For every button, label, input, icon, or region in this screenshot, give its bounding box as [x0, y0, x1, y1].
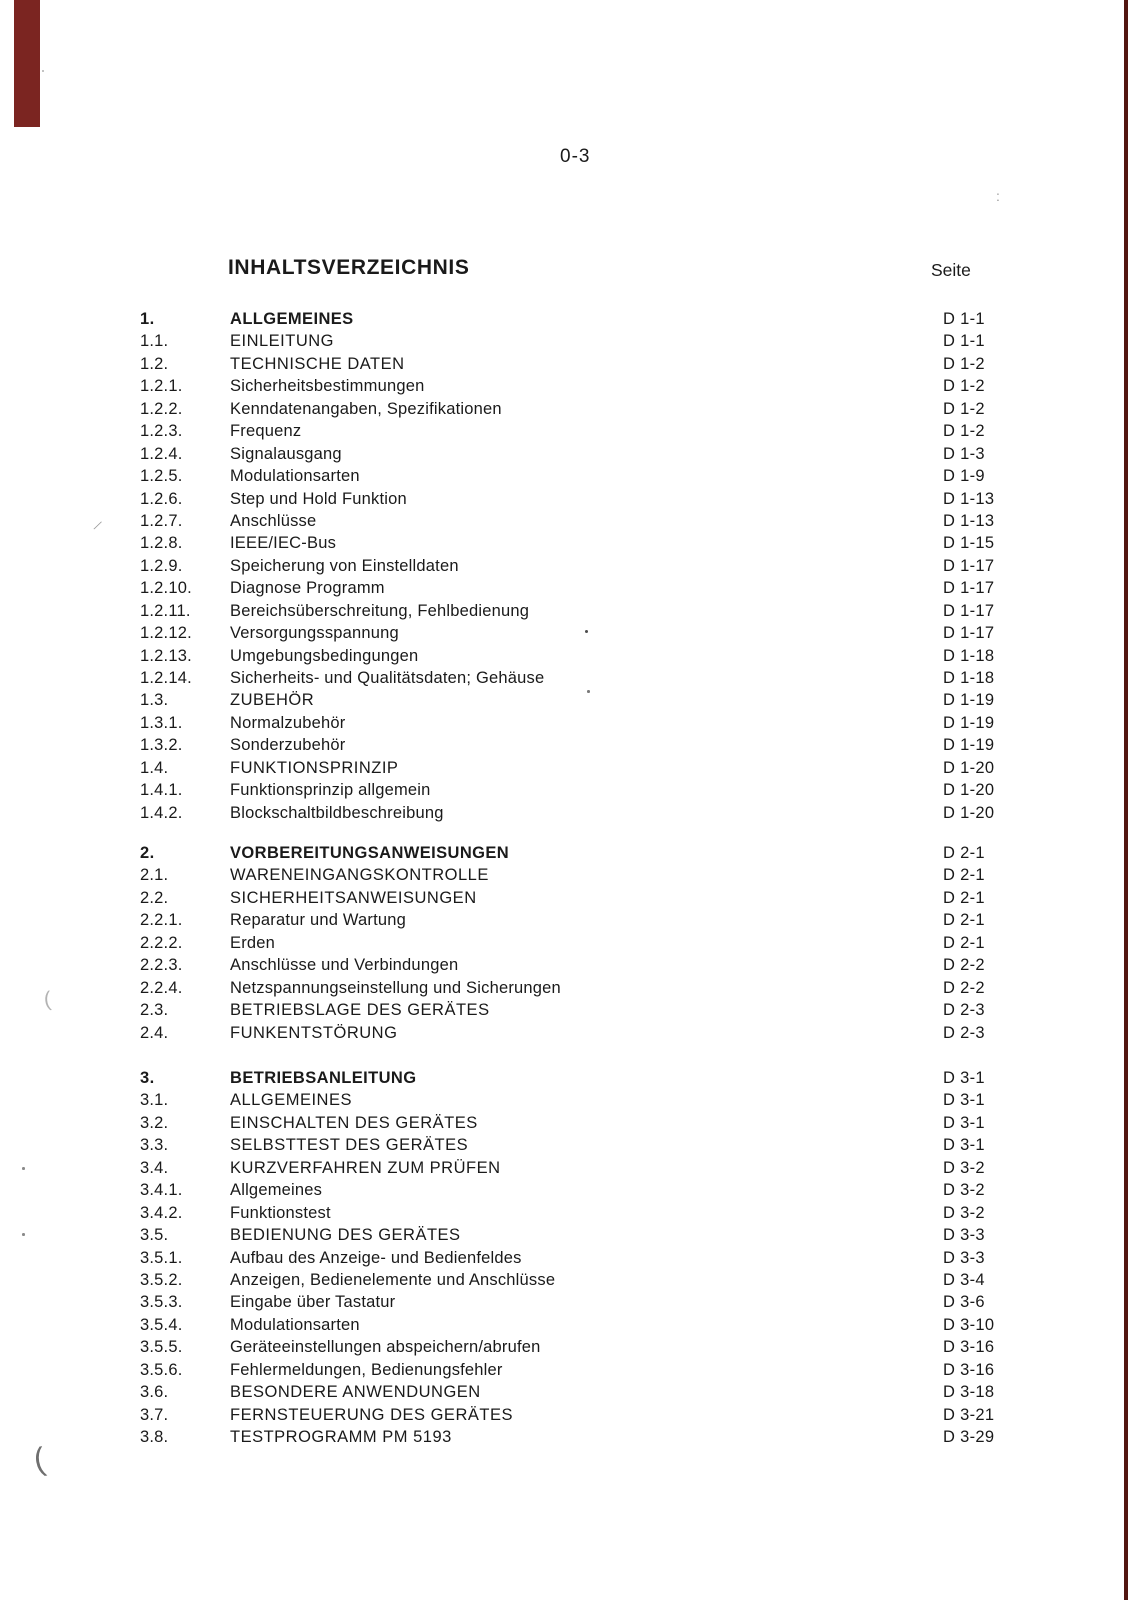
- page-reference: D 3-4: [943, 1270, 985, 1289]
- page-reference: D 1-19: [943, 713, 995, 732]
- page-reference: D 3-21: [943, 1405, 995, 1424]
- page-reference: D 1-17: [943, 624, 995, 643]
- toc-row: [0, 577, 1132, 599]
- section-title: Versorgungsspannung: [230, 624, 399, 643]
- section-title: TECHNISCHE DATEN: [230, 354, 405, 373]
- toc-row: [0, 622, 1132, 644]
- toc-row: [0, 909, 1132, 931]
- section-title: Normalzubehör: [230, 713, 346, 732]
- section-title: SELBSTTEST DES GERÄTES: [230, 1136, 469, 1155]
- scan-slash-mark: ⁄: [95, 517, 101, 534]
- page-reference: D 3-1: [943, 1113, 985, 1132]
- section-number: 2.4.: [140, 1023, 169, 1042]
- page-reference: D 1-1: [943, 310, 985, 328]
- section-title: FUNKTIONSPRINZIP: [230, 758, 399, 777]
- section-number: 2.1.: [140, 866, 169, 885]
- section-number: 3.6.: [140, 1383, 169, 1402]
- page-reference: D 1-20: [943, 758, 995, 777]
- section-number: 3.5.4.: [140, 1315, 183, 1334]
- section-title: FERNSTEUERUNG DES GERÄTES: [230, 1405, 513, 1424]
- section-title: Geräteeinstellungen abspeichern/abrufen: [230, 1338, 541, 1357]
- section-title: Sonderzubehör: [230, 736, 346, 755]
- section-number: 3.5.5.: [140, 1338, 183, 1357]
- toc-row: [0, 330, 1132, 352]
- section-number: 1.2.9.: [140, 556, 183, 575]
- page-reference: D 2-3: [943, 1001, 985, 1020]
- section-title: Modulationsarten: [230, 1315, 360, 1334]
- section-number: 1.2.8.: [140, 534, 183, 553]
- section-number: 1.2.13.: [140, 646, 192, 665]
- pen-mark-paren-big: (: [30, 1440, 48, 1478]
- page-reference: D 3-18: [943, 1383, 995, 1402]
- margin-dot: [22, 1167, 25, 1170]
- page-reference: D 1-20: [943, 781, 995, 800]
- page-reference: D 1-20: [943, 803, 995, 822]
- toc-row: [0, 510, 1132, 532]
- section-title: WARENEINGANGSKONTROLLE: [230, 866, 489, 885]
- page-reference: D 1-13: [943, 489, 995, 508]
- toc-row: [0, 712, 1132, 734]
- toc-row: [0, 308, 1132, 330]
- page-reference: D 1-15: [943, 534, 995, 553]
- toc-row: [0, 757, 1132, 779]
- page-reference: D 1-2: [943, 399, 985, 418]
- section-title: BETRIEBSANLEITUNG: [230, 1069, 417, 1087]
- toc-row: [0, 1269, 1132, 1291]
- section-title: ALLGEMEINES: [230, 310, 354, 328]
- scan-dot: [587, 690, 590, 693]
- page-reference: D 3-1: [943, 1069, 985, 1087]
- page-reference: D 3-16: [943, 1338, 995, 1357]
- section-number: 3.1.: [140, 1091, 169, 1110]
- section-number: 2.2.3.: [140, 956, 183, 975]
- section-title: Modulationsarten: [230, 467, 360, 486]
- section-number: 3.5.6.: [140, 1360, 183, 1379]
- toc-row: [0, 842, 1132, 864]
- page-reference: D 1-18: [943, 669, 995, 687]
- page-number: 0-3: [560, 146, 591, 167]
- section-number: 1.2.: [140, 354, 169, 373]
- toc-row: [0, 1202, 1132, 1224]
- section-number: 2.: [140, 844, 155, 862]
- page-reference: D 3-16: [943, 1360, 995, 1379]
- toc-row: [0, 1336, 1132, 1358]
- page-reference: D 3-3: [943, 1226, 985, 1245]
- section-title: Bereichsüberschreitung, Fehlbedienung: [230, 601, 530, 620]
- section-number: 3.5.1.: [140, 1248, 183, 1267]
- section-title: VORBEREITUNGSANWEISUNGEN: [230, 844, 510, 862]
- margin-dot: [22, 1233, 25, 1236]
- page-reference: D 3-2: [943, 1158, 985, 1177]
- section-title: TESTPROGRAMM PM 5193: [230, 1428, 452, 1446]
- section-title: Allgemeines: [230, 1181, 323, 1200]
- page-reference: D 3-29: [943, 1428, 995, 1446]
- section-number: 1.2.2.: [140, 399, 183, 418]
- toc-row: [0, 398, 1132, 420]
- section-number: 3.3.: [140, 1136, 169, 1155]
- toc-title: INHALTSVERZEICHNIS: [228, 256, 470, 279]
- section-title: Eingabe über Tastatur: [230, 1293, 396, 1312]
- section-title: Umgebungsbedingungen: [230, 646, 419, 665]
- section-number: 3.5.: [140, 1226, 169, 1245]
- toc-section-3: [0, 1067, 1132, 1448]
- section-number: 1.2.7.: [140, 511, 183, 530]
- section-number: 3.4.: [140, 1158, 169, 1177]
- toc-row: [0, 977, 1132, 999]
- section-title: Funktionsprinzip allgemein: [230, 781, 431, 800]
- toc-row: [0, 734, 1132, 756]
- toc-row: [0, 420, 1132, 442]
- section-number: 2.2.: [140, 888, 169, 907]
- page-reference: D 3-10: [943, 1315, 995, 1334]
- toc-row: [0, 1067, 1132, 1089]
- scan-dot: [585, 630, 588, 633]
- section-title: Blockschaltbildbeschreibung: [230, 803, 444, 822]
- section-number: 1.2.11.: [140, 601, 191, 620]
- section-title: ZUBEHÖR: [230, 691, 315, 710]
- section-number: 1.4.1.: [140, 781, 183, 800]
- pen-mark-paren-small: (: [42, 987, 53, 1012]
- toc-row: [0, 1022, 1132, 1044]
- toc-row: [0, 887, 1132, 909]
- section-number: 2.3.: [140, 1001, 169, 1020]
- section-number: 3.7.: [140, 1405, 169, 1424]
- section-title: Sicherheitsbestimmungen: [230, 377, 425, 396]
- section-number: 1.2.6.: [140, 489, 183, 508]
- page-reference: D 1-17: [943, 601, 995, 620]
- page-reference: D 3-1: [943, 1091, 985, 1110]
- section-number: 1.2.12.: [140, 624, 192, 643]
- section-title: Aufbau des Anzeige- und Bedienfeldes: [230, 1248, 522, 1267]
- section-title: Signalausgang: [230, 444, 342, 463]
- section-number: 1.3.2.: [140, 736, 183, 755]
- section-number: 3.4.2.: [140, 1203, 183, 1222]
- section-title: FUNKENTSTÖRUNG: [230, 1023, 398, 1042]
- toc-row: [0, 600, 1132, 622]
- page-reference: D 1-17: [943, 556, 995, 575]
- section-number: 1.4.2.: [140, 803, 183, 822]
- section-title: Fehlermeldungen, Bedienungsfehler: [230, 1360, 503, 1379]
- section-title: BESONDERE ANWENDUNGEN: [230, 1383, 481, 1402]
- toc-row: [0, 645, 1132, 667]
- toc-row: [0, 1224, 1132, 1246]
- section-number: 3.2.: [140, 1113, 169, 1132]
- section-number: 1.1.: [140, 332, 169, 351]
- toc-row: [0, 779, 1132, 801]
- section-title: Anschlüsse: [230, 511, 317, 530]
- toc-section-1: [0, 308, 1132, 824]
- toc-row: [0, 488, 1132, 510]
- toc-row: [0, 1314, 1132, 1336]
- section-number: 3.8.: [140, 1428, 169, 1446]
- toc-row: [0, 375, 1132, 397]
- page-reference: D 2-1: [943, 844, 985, 862]
- page-reference: D 1-2: [943, 377, 985, 396]
- page-reference: D 2-1: [943, 866, 985, 885]
- section-title: Reparatur und Wartung: [230, 911, 407, 930]
- section-number: 3.4.1.: [140, 1181, 183, 1200]
- toc-row: [0, 999, 1132, 1021]
- section-title: Frequenz: [230, 422, 302, 441]
- section-number: 1.4.: [140, 758, 169, 777]
- section-title: KURZVERFAHREN ZUM PRÜFEN: [230, 1158, 501, 1177]
- page-reference: D 1-9: [943, 467, 985, 486]
- section-number: 2.2.1.: [140, 911, 183, 930]
- toc-row: [0, 667, 1132, 689]
- toc-row: [0, 1179, 1132, 1201]
- page-reference: D 2-2: [943, 956, 985, 975]
- section-title: Funktionstest: [230, 1203, 331, 1222]
- section-title: Diagnose Programm: [230, 579, 385, 598]
- section-title: Sicherheits- und Qualitätsdaten; Gehäuse: [230, 669, 545, 687]
- toc-row: [0, 1381, 1132, 1403]
- section-number: 3.: [140, 1069, 155, 1087]
- scan-speck: [42, 70, 44, 72]
- section-title: EINLEITUNG: [230, 332, 335, 351]
- page-reference: D 1-19: [943, 691, 995, 710]
- toc-row: [0, 864, 1132, 886]
- page-reference: D 2-1: [943, 911, 985, 930]
- toc-row: [0, 1134, 1132, 1156]
- toc-row: [0, 1089, 1132, 1111]
- toc-row: [0, 954, 1132, 976]
- page-reference: D 1-1: [943, 332, 985, 351]
- toc-row: [0, 555, 1132, 577]
- page-reference: D 3-2: [943, 1203, 985, 1222]
- red-tab-mark: [14, 0, 40, 127]
- section-number: 1.: [140, 310, 155, 328]
- section-number: 1.2.4.: [140, 444, 183, 463]
- section-number: 1.3.1.: [140, 713, 183, 732]
- section-title: ALLGEMEINES: [230, 1091, 352, 1110]
- toc-row: [0, 465, 1132, 487]
- section-title: BEDIENUNG DES GERÄTES: [230, 1226, 461, 1245]
- section-title: Erden: [230, 933, 276, 952]
- section-number: 1.2.3.: [140, 422, 183, 441]
- toc-row: [0, 1157, 1132, 1179]
- page-reference: D 2-1: [943, 888, 985, 907]
- toc-section-2: [0, 842, 1132, 1044]
- scan-colon-mark: :: [996, 188, 1000, 204]
- section-title: Speicherung von Einstelldaten: [230, 556, 459, 575]
- page-reference: D 2-3: [943, 1023, 985, 1042]
- section-title: BETRIEBSLAGE DES GERÄTES: [230, 1001, 490, 1020]
- page-reference: D 3-1: [943, 1136, 985, 1155]
- page-reference: D 3-3: [943, 1248, 985, 1267]
- toc-row: [0, 353, 1132, 375]
- section-number: 2.2.2.: [140, 933, 183, 952]
- toc-row: [0, 1112, 1132, 1134]
- toc-row: [0, 443, 1132, 465]
- page-reference: D 1-13: [943, 511, 995, 530]
- section-title: IEEE/IEC-Bus: [230, 534, 337, 553]
- section-title: Kenndatenangaben, Spezifikationen: [230, 399, 502, 418]
- section-number: 1.2.1.: [140, 377, 183, 396]
- page-reference: D 1-19: [943, 736, 995, 755]
- page-reference: D 1-17: [943, 579, 995, 598]
- toc-row: [0, 1247, 1132, 1269]
- page-reference: D 3-6: [943, 1293, 985, 1312]
- section-title: Step und Hold Funktion: [230, 489, 407, 508]
- section-title: SICHERHEITSANWEISUNGEN: [230, 888, 477, 907]
- toc-row: [0, 1291, 1132, 1313]
- page-column-label: Seite: [931, 260, 971, 280]
- page-reference: D 1-18: [943, 646, 995, 665]
- page-reference: D 2-1: [943, 933, 985, 952]
- toc-row: [0, 689, 1132, 711]
- section-title: Netzspannungseinstellung und Sicherungen: [230, 978, 561, 997]
- section-title: EINSCHALTEN DES GERÄTES: [230, 1113, 478, 1132]
- toc-row: [0, 1426, 1132, 1448]
- page-reference: D 1-3: [943, 444, 985, 463]
- section-number: 1.2.5.: [140, 467, 183, 486]
- toc-row: [0, 1359, 1132, 1381]
- section-number: 3.5.3.: [140, 1293, 183, 1312]
- page-reference: D 3-2: [943, 1181, 985, 1200]
- section-number: 1.3.: [140, 691, 169, 710]
- page-reference: D 1-2: [943, 354, 985, 373]
- page-reference: D 1-2: [943, 422, 985, 441]
- section-number: 2.2.4.: [140, 978, 183, 997]
- section-number: 1.2.10.: [140, 579, 192, 598]
- toc-row: [0, 1404, 1132, 1426]
- section-number: 3.5.2.: [140, 1270, 183, 1289]
- page-reference: D 2-2: [943, 978, 985, 997]
- toc-row: [0, 532, 1132, 554]
- section-title: Anschlüsse und Verbindungen: [230, 956, 459, 975]
- section-title: Anzeigen, Bedienelemente und Anschlüsse: [230, 1270, 556, 1289]
- section-number: 1.2.14.: [140, 669, 192, 687]
- toc-row: [0, 802, 1132, 824]
- toc-row: [0, 932, 1132, 954]
